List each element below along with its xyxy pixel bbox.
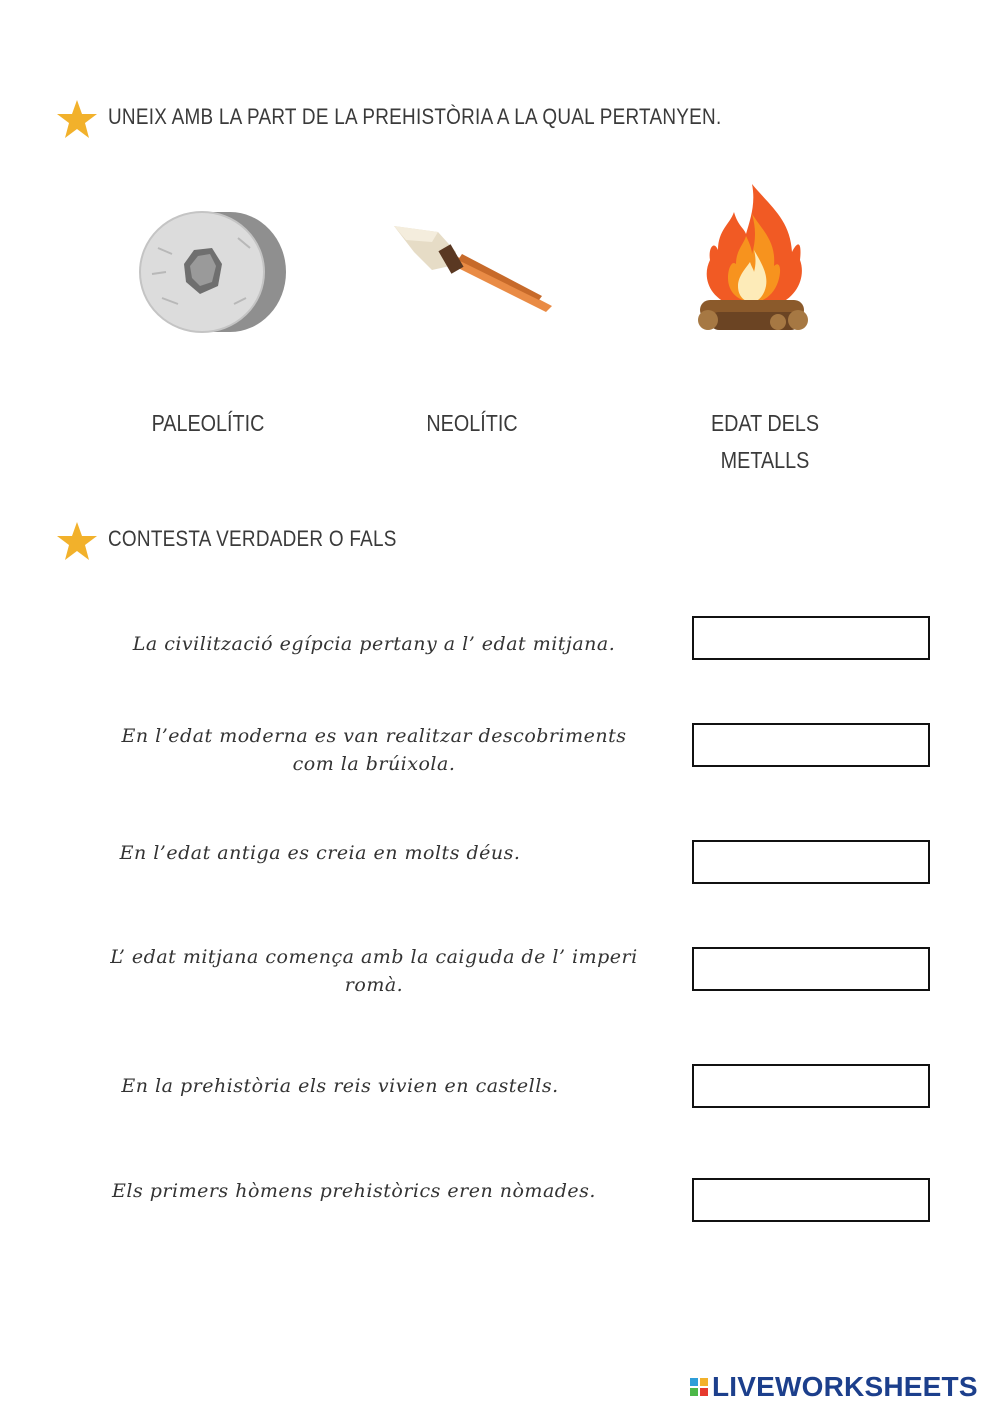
statement-line: Els primers hòmens prehistòrics eren nòmades.: [112, 1180, 596, 1202]
statement-6: [74, 1177, 634, 1205]
period-label-line: PALEOLÍTIC: [151, 410, 265, 436]
period-label-paleolithic: [122, 405, 294, 442]
period-label-neolithic: [386, 405, 558, 442]
answer-box-4[interactable]: [692, 947, 930, 991]
answer-box-1[interactable]: [692, 616, 930, 660]
section-heading-true-false: CONTESTA VERDADER O FALS: [108, 526, 397, 551]
statement-line: En l’edat antiga es creia en molts déus.: [119, 842, 521, 864]
section-heading-match: UNEIX AMB LA PART DE LA PREHISTÒRIA A LA QUAL PERTANYEN.: [108, 104, 722, 129]
statement-line: com la brúixola.: [292, 753, 456, 775]
star-icon: [56, 98, 98, 140]
period-label-line: EDAT DELS: [710, 410, 820, 436]
statement-3: [60, 839, 580, 867]
statement-4: [94, 943, 654, 999]
answer-box-5[interactable]: [692, 1064, 930, 1108]
statement-2: [94, 722, 654, 778]
statement-line: romà.: [344, 974, 404, 996]
logo-text: LIVEWORKSHEETS: [712, 1371, 978, 1402]
answer-box-3[interactable]: [692, 840, 930, 884]
star-icon: [56, 520, 98, 562]
liveworksheets-logo: [690, 1372, 978, 1402]
period-label-line: NEOLÍTIC: [426, 410, 518, 436]
statement-line: En la prehistòria els reis vivien en castells.: [121, 1075, 559, 1097]
answer-box-2[interactable]: [692, 723, 930, 767]
period-label-metal-age: [679, 405, 851, 479]
stone-wheel-icon[interactable]: [138, 208, 292, 338]
logo-mark-icon: [690, 1378, 708, 1396]
campfire-icon[interactable]: [694, 180, 814, 334]
stone-spear-icon[interactable]: [392, 222, 556, 314]
statement-1: [94, 630, 654, 658]
answer-box-6[interactable]: [692, 1178, 930, 1222]
statement-5: [60, 1072, 620, 1100]
period-label-line: METALLS: [720, 447, 810, 473]
statement-line: L’ edat mitjana comença amb la caiguda de l’ imperi: [110, 946, 638, 968]
statement-line: En l’edat moderna es van realitzar descobriments: [121, 725, 627, 747]
statement-line: La civilització egípcia pertany a l’ edat mitjana.: [132, 633, 616, 655]
